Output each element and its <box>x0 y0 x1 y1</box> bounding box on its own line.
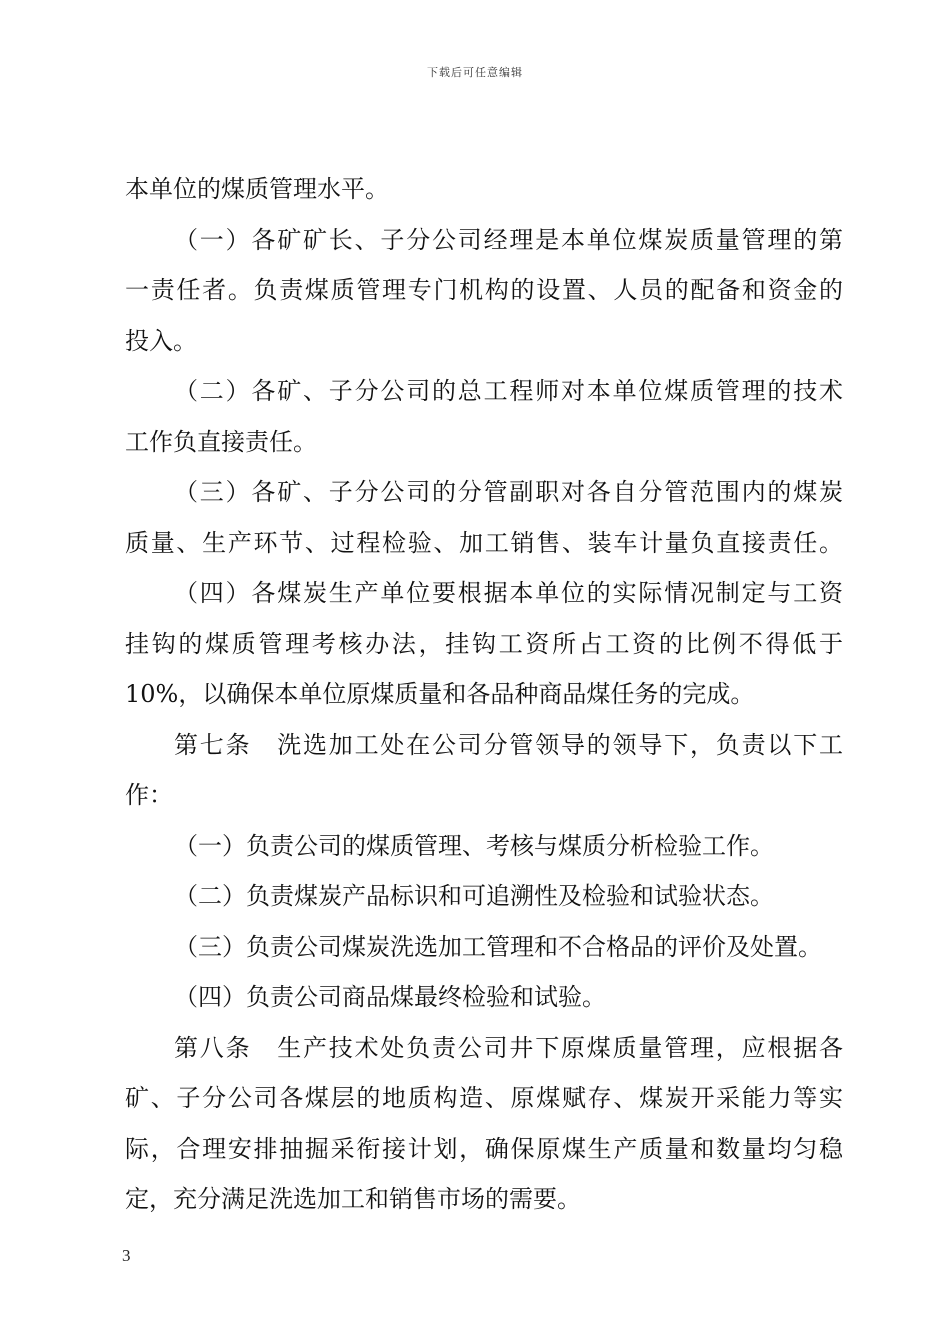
text-line: 际，合理安排抽掘采衔接计划，确保原煤生产质量和数量均匀稳 <box>125 1134 843 1163</box>
text-line: （二）负责煤炭产品标识和可追溯性及检验和试验状态。 <box>174 882 774 910</box>
text-line: 定，充分满足洗选加工和销售市场的需要。 <box>125 1185 581 1213</box>
text-line: （四）各煤炭生产单位要根据本单位的实际情况制定与工资 <box>174 579 843 607</box>
header-note: 下载后可任意编辑 <box>427 66 523 79</box>
document-body <box>125 168 843 1229</box>
text-line: 挂钩的煤质管理考核办法，挂钩工资所占工资的比例不得低于 <box>125 629 843 658</box>
text-line: （一）各矿矿长、子分公司经理是本单位煤炭质量管理的第 <box>174 225 843 254</box>
text-line: 工作负直接责任。 <box>125 427 317 456</box>
text-line: （一）负责公司的煤质管理、考核与煤质分析检验工作。 <box>174 831 774 860</box>
text-line: 10%，以确保本单位原煤质量和各品种商品煤任务的完成。 <box>125 680 755 708</box>
text-line: （三）负责公司煤炭洗选加工管理和不合格品的评价及处置。 <box>174 932 822 961</box>
page-number: 3 <box>122 1246 131 1265</box>
text-line: 矿、子分公司各煤层的地质构造、原煤赋存、煤炭开采能力等实 <box>125 1084 843 1112</box>
text-line: 本单位的煤质管理水平。 <box>125 175 389 203</box>
text-line: 作： <box>125 781 173 809</box>
text-line: 质量、生产环节、过程检验、加工销售、装车计量负直接责任。 <box>125 528 843 557</box>
text-line: （二）各矿、子分公司的总工程师对本单位煤质管理的技术 <box>174 377 843 405</box>
article-heading-line: 第八条 生产技术处负责公司井下原煤质量管理，应根据各 <box>174 1033 843 1062</box>
article-heading-line: 第七条 洗选加工处在公司分管领导的领导下，负责以下工 <box>174 730 843 759</box>
text-line: （三）各矿、子分公司的分管副职对各自分管范围内的煤炭 <box>174 478 843 506</box>
text-line: 投入。 <box>125 326 197 355</box>
text-line: 一责任者。负责煤质管理专门机构的设置、人员的配备和资金的 <box>125 276 843 304</box>
text-line: （四）负责公司商品煤最终检验和试验。 <box>174 983 606 1011</box>
